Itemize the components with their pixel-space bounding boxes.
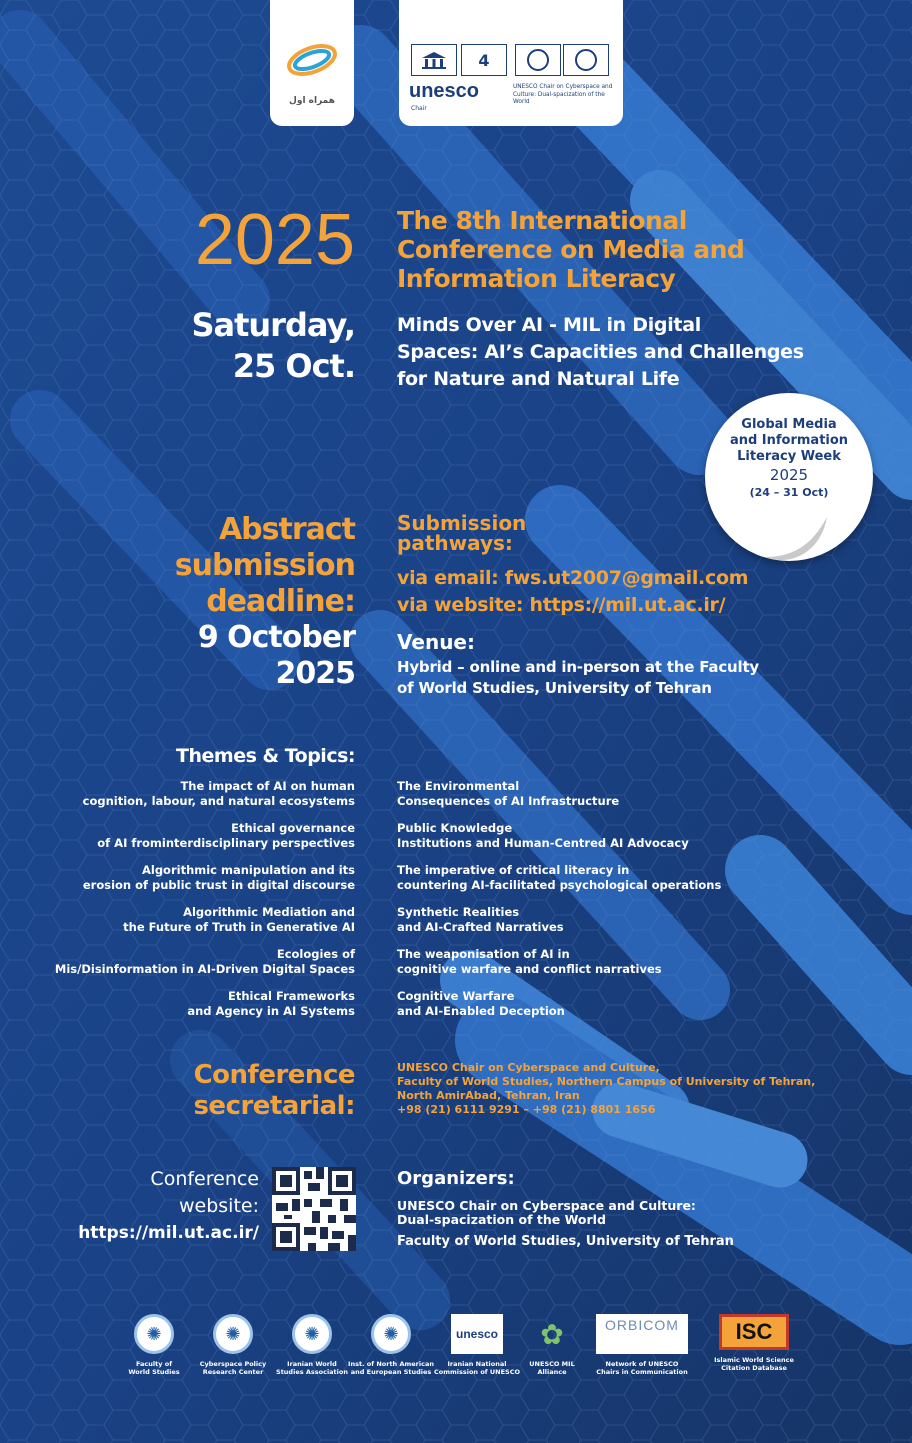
footer-logo-caption: Iranian World Studies Association [276,1360,348,1376]
organizer-1: UNESCO Chair on Cyberspace and Culture: Dual-spacization of the World [397,1198,696,1227]
conference-date: 25 Oct. [232,347,355,385]
unesco-wordmark: unesco [409,80,480,102]
theme-right-item: Public Knowledge Institutions and Human-Centred AI Advocacy [397,821,689,850]
theme-right-item: Synthetic Realities and AI-Crafted Narratives [397,905,564,934]
submission-email[interactable]: via email: fws.ut2007@gmail.com [397,567,749,589]
seal-icon-1 [515,44,561,76]
secretariat-heading: Conference secretarial: [193,1060,355,1121]
sticker-line3: Literacy Week [737,449,841,464]
theme-right-item: Cognitive Warfare and AI-Enabled Deception [397,989,565,1018]
footer-logo-caption: UNESCO MIL Alliance [529,1360,575,1376]
unesco-temple-icon: unesco [451,1314,503,1354]
website-url[interactable]: https://mil.ut.ac.ir/ [78,1223,259,1243]
theme-left-item: Algorithmic manipulation and its erosion of public trust in digital discourse [82,863,355,892]
footer-logo-caption: Network of UNESCO Chairs in Communication [596,1360,688,1376]
sticker-line2: and Information [729,433,849,448]
university-seal-icon: ✺ [213,1314,253,1354]
unesco-chair-logo-card [399,0,623,126]
footer-logo-item [592,1314,692,1376]
mil-alliance-icon: ✿ [540,1317,564,1351]
venue-details: Hybrid – online and in-person at the Faculty of World Studies, University of Tehran [397,658,759,697]
conference-year: 2025 [194,200,355,280]
organizers-heading: Organizers: [397,1168,515,1189]
mci-logo-text: همراه اول [289,96,335,106]
theme-left-item: Ethical Frameworks and Agency in AI Systems [187,989,355,1018]
footer-logo-caption: Faculty of World Studies [128,1360,180,1376]
themes-heading: Themes & Topics: [176,745,355,767]
theme-left-item: The impact of AI on human cognition, labour, and natural ecosystems [82,779,355,808]
venue-heading: Venue: [397,630,475,654]
footer-logo-item [341,1314,441,1376]
unesco-sub: Chair [411,105,427,112]
conference-subtitle: Minds Over AI - MIL in Digital Spaces: AI’s Capacities and Challenges for Nature and Natural Life [397,314,804,390]
theme-right-item: The imperative of critical literacy in countering AI-facilitated psychological operations [397,863,722,892]
submission-website[interactable]: via website: https://mil.ut.ac.ir/ [397,594,726,616]
ut-logo-box: 4 [461,44,507,76]
conference-date-day: Saturday, [191,306,355,344]
sticker-line1: Global Media [741,417,837,432]
sticker-dates: (24 – 31 Oct) [749,486,829,499]
rosette-icon: ✺ [292,1314,332,1354]
theme-left-item: Algorithmic Mediation and the Future of Truth in Generative AI [123,905,355,934]
mci-swoosh-icon [282,34,342,84]
mci-logo-card [270,0,354,126]
conference-title: The 8th International Conference on Media and Information Literacy [397,206,745,293]
unesco-temple-icon [411,44,457,76]
footer-logo-caption: Iranian National Commission of UNESCO [433,1360,521,1376]
footer-logo-caption: Inst. of North American and European Studies [348,1360,434,1376]
submission-heading: Submission pathways: [397,511,527,555]
orbicom-icon: ORBICOM [596,1314,688,1354]
university-seal-icon: ✺ [371,1314,411,1354]
organizer-2: Faculty of World Studies, University of Tehran [397,1234,734,1249]
theme-left-item: Ethical governance of AI frominterdisciplinary perspectives [97,821,355,850]
qr-code[interactable] [272,1167,356,1251]
theme-right-item: The Environmental Consequences of AI Infrastructure [397,779,620,808]
secretariat-address: UNESCO Chair on Cyberspace and Culture, Faculty of World Studies, Northern Campus of University of Tehran, North AmirAbad, Tehran, Iran +98 (21) 6111 9291 – +98 (21) 8801 1656 [397,1061,816,1116]
sticker-curl [761,497,831,567]
seal-icon-2 [563,44,609,76]
unesco-chair-text: UNESCO Chair on Cyberspace and Culture: Dual-spacization of the World [513,84,613,105]
abstract-deadline: Abstract submission deadline: 9 October 2025 [174,512,355,691]
theme-left-item: Ecologies of Mis/Disinformation in AI-Driven Digital Spaces [54,947,355,976]
website-label: Conference website: https://mil.ut.ac.ir/ [78,1166,259,1247]
footer-logo-item [704,1314,804,1372]
deadline-date: 9 October [197,620,355,655]
mil-week-sticker [705,393,873,561]
sticker-year: 2025 [769,466,809,484]
isc-icon: ISC [719,1314,789,1350]
footer-logo-item [502,1314,602,1376]
footer-logo-caption: Cyberspace Policy Research Center [199,1360,267,1376]
theme-right-item: The weaponisation of AI in cognitive warfare and conflict narratives [397,947,662,976]
footer-logo-caption: Islamic World Science Citation Database [714,1356,794,1372]
university-seal-icon: ✺ [134,1314,174,1354]
